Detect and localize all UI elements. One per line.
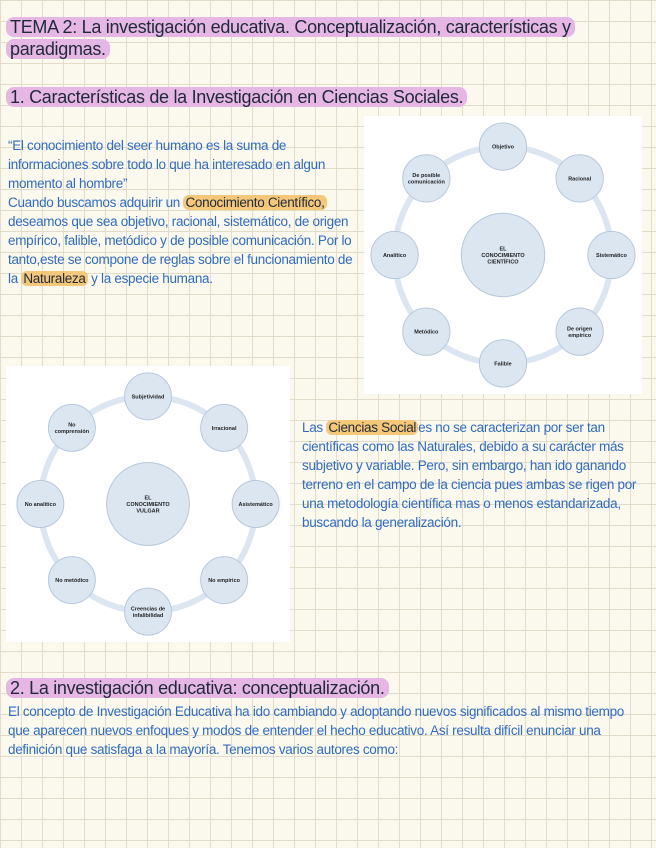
cientifico-label: Racional [568, 176, 592, 183]
vulgar-node [17, 481, 64, 528]
vulgar-node [125, 588, 172, 635]
section1-paragraph [8, 136, 354, 288]
vulgar-label: comprensión [54, 429, 90, 436]
section1-paragraph-2: Las Ciencias Social es no se caracterizan por ser tan científicas como las Naturales, debido a su carácter más subjetivo y variable. Pero, sin embargo, han ido ganando terreno en el campo de la ciencia pues ambas se rigen por una metodología científica mas o menos estandarizada, buscando la generalización. [302, 420, 637, 530]
cientifico-node [403, 308, 450, 355]
diagram-conocimiento-vulgar [6, 366, 290, 642]
vulgar-label: No analítico [24, 502, 56, 508]
vulgar-label: CONOCIMIENTO [126, 502, 170, 508]
vulgar-label: No empírico [208, 578, 241, 585]
cientifico-label: Sistemático [595, 253, 627, 259]
vulgar-node [48, 404, 95, 451]
vulgar-label: No [68, 422, 76, 429]
vulgar-node [201, 557, 248, 604]
highlight-naturaleza: Naturaleza [23, 271, 86, 286]
vulgar-node [48, 557, 95, 604]
paragraph-body: Cuando buscamos adquirir un Conocimiento Científico, deseamos que sea objetivo, racional, sistemático, de origen empírico, falible, metódico y de posible comunicación. Por lo tanto,este se compone de reglas sobre el funcionamiento de la Naturaleza y la especie humana. [8, 195, 353, 286]
vulgar-svg [6, 366, 290, 642]
cientifico-node [479, 340, 526, 387]
vulgar-label: VULGAR [136, 508, 160, 515]
cientifico-label: De posible [412, 173, 441, 180]
section2-heading: 2. La investigación educativa: conceptualización. [6, 677, 646, 699]
cientifico-node [556, 155, 603, 202]
section1-heading: 1. Características de la Investigación en Ciencias Sociales. [6, 86, 646, 108]
vulgar-label: Asistemático [238, 502, 273, 508]
diagram-conocimiento-cientifico [364, 116, 642, 394]
cientifico-node [588, 231, 635, 278]
cientifico-node [371, 231, 418, 278]
cientifico-svg [364, 116, 642, 394]
vulgar-label: No metódico [55, 578, 89, 585]
cientifico-node [556, 308, 603, 355]
cientifico-node [403, 155, 450, 202]
cientifico-label: empírico [568, 332, 592, 339]
vulgar-label: Subjetividad [131, 394, 165, 401]
cientifico-center [461, 213, 544, 296]
cientifico-label: CIENTÍFICO [487, 259, 519, 266]
vulgar-label: Irracional [211, 425, 237, 432]
cientifico-label: CONOCIMIENTO [481, 253, 525, 259]
vulgar-label: EL [144, 495, 152, 502]
vulgar-center [107, 463, 190, 546]
section2-paragraph: El concepto de Investigación Educativa ha ido cambiando y adoptando nuevos significados al mismo tiempo que aparecen nuevos enfoques y modos de entender el hecho educativo. Así resulta difícil enunciar una definición que satisfaga a la mayoría. Tenemos varios autores como: [8, 704, 624, 757]
cientifico-label: Falible [494, 361, 512, 368]
highlight-conocimiento: Conocimiento Científico, [185, 195, 325, 210]
cientifico-label: Objetivo [491, 144, 515, 151]
highlight-ciencias-sociales: Ciencias Social [328, 420, 417, 435]
vulgar-node [201, 404, 248, 451]
cientifico-label: Metódico [414, 329, 439, 336]
vulgar-label: Creencias de [130, 606, 166, 613]
cientifico-label: EL [499, 246, 507, 253]
cientifico-label: comunicación [407, 179, 445, 186]
cientifico-label: De origen [566, 326, 593, 333]
page-title: TEMA 2: La investigación educativa. Conceptualización, características y paradigmas. [6, 16, 646, 60]
vulgar-label: infalibilidad [132, 612, 164, 619]
cientifico-node [479, 123, 526, 170]
vulgar-node [125, 373, 172, 420]
cientifico-label: Analítico [382, 253, 407, 259]
quote: “El conocimiento del seer humano es la suma de informaciones sobre todo lo que ha interesado en algun momento al hombre” [8, 138, 326, 191]
vulgar-node [232, 481, 279, 528]
